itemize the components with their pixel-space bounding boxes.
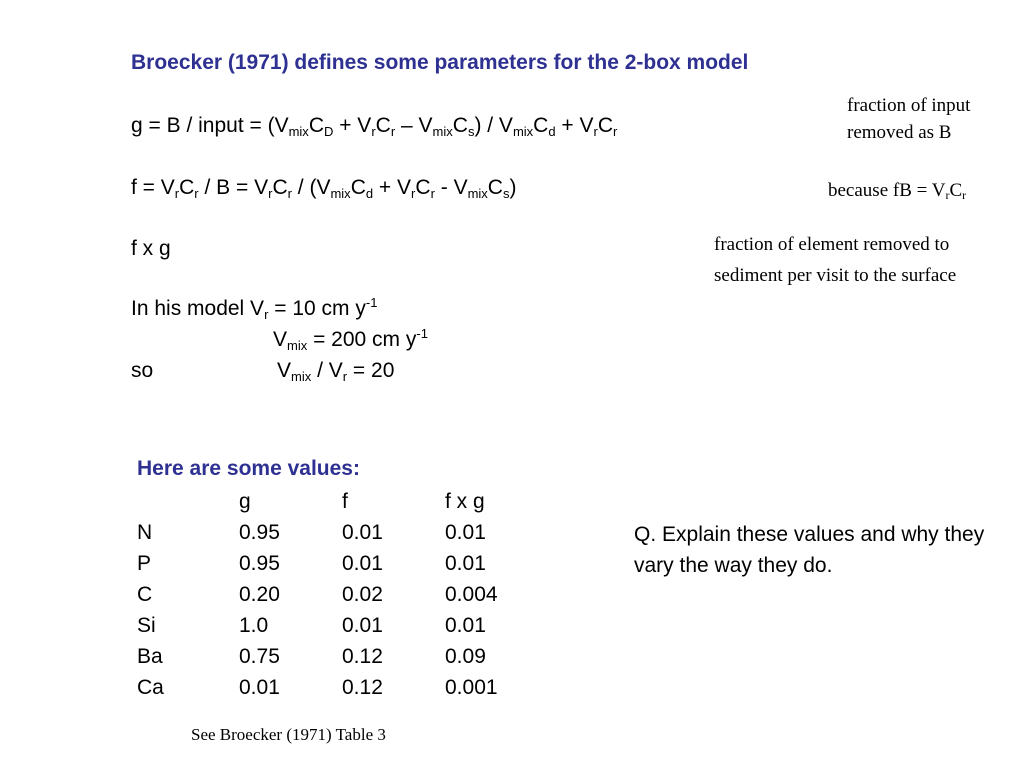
table-cell: 0.09: [445, 645, 486, 668]
table-row: [137, 610, 535, 641]
table-cell: 0.02: [342, 583, 383, 606]
table-cell: 0.01: [342, 521, 383, 544]
table-cell: 1.0: [239, 614, 269, 637]
note-fxg-line2: sediment per visit to the surface: [714, 265, 957, 286]
model-vmix-line: $V_{mix} = 200$ cm $y^{-1}$: [273, 326, 428, 353]
table-row: [137, 579, 535, 610]
table-row: [137, 641, 535, 672]
table-header-cell: f x g: [445, 490, 485, 513]
table-cell: Ba: [137, 645, 163, 668]
note-g: [847, 92, 970, 146]
table-cell: 0.01: [445, 552, 486, 575]
note-g-line1: fraction of input: [847, 95, 971, 116]
table-cell: Ca: [137, 676, 164, 699]
table-cell: 0.01: [342, 552, 383, 575]
table-cell: 0.12: [342, 676, 383, 699]
table-header-cell: g: [239, 490, 251, 513]
note-fxg: [714, 229, 956, 291]
slide-title: Broecker (1971) defines some parameters for the 2-box model: [131, 51, 749, 74]
question-text: Q. Explain these values and why they vary the way they do.: [634, 523, 985, 577]
table-cell: P: [137, 552, 152, 575]
citation-text: See Broecker (1971) Table 3: [191, 725, 386, 744]
table-row: [137, 548, 535, 579]
table-row: [137, 517, 535, 548]
table-header-row: [137, 486, 535, 517]
values-table: [137, 486, 535, 703]
note-g-line2: removed as B: [847, 122, 952, 143]
table-cell: 0.004: [445, 583, 498, 606]
table-cell: 0.01: [445, 614, 486, 637]
table-cell: 0.01: [342, 614, 383, 637]
values-heading: Here are some values:: [137, 457, 360, 480]
model-vr-line: In his model $V_r = 10$ cm $y^{-1}$: [131, 295, 378, 322]
table-cell: 0.95: [239, 552, 280, 575]
table-header-cell: [137, 486, 239, 517]
note-fxg-line1: fraction of element removed to: [714, 234, 950, 255]
table-cell: 0.20: [239, 583, 280, 606]
table-cell: 0.12: [342, 645, 383, 668]
table-cell: N: [137, 521, 153, 544]
note-f: because fB = $V_rC_r$: [828, 180, 967, 202]
model-so-label: so: [131, 359, 154, 382]
table-cell: 0.01: [239, 676, 280, 699]
table-row: [137, 672, 535, 703]
table-cell: Si: [137, 614, 156, 637]
table-cell: 0.001: [445, 676, 498, 699]
model-ratio-line: $V_{mix} / V_r = 20$: [277, 359, 395, 384]
table-cell: 0.95: [239, 521, 280, 544]
equation-f: $f = V_rC_r / B = V_rC_r / (V_{mix}C_d + V_rC_r - V_{mix}C_s)$: [131, 176, 517, 201]
table-header-cell: f: [342, 490, 348, 513]
table-cell: C: [137, 583, 153, 606]
table-cell: 0.75: [239, 645, 280, 668]
table-cell: 0.01: [445, 521, 486, 544]
equation-g: g = B / input = $(V_{mix}C_D + V_rC_r - V_{mix}C_s) / V_{mix}C_d + V_rC_r$: [131, 114, 618, 139]
equation-fxg: f x g: [131, 237, 171, 260]
